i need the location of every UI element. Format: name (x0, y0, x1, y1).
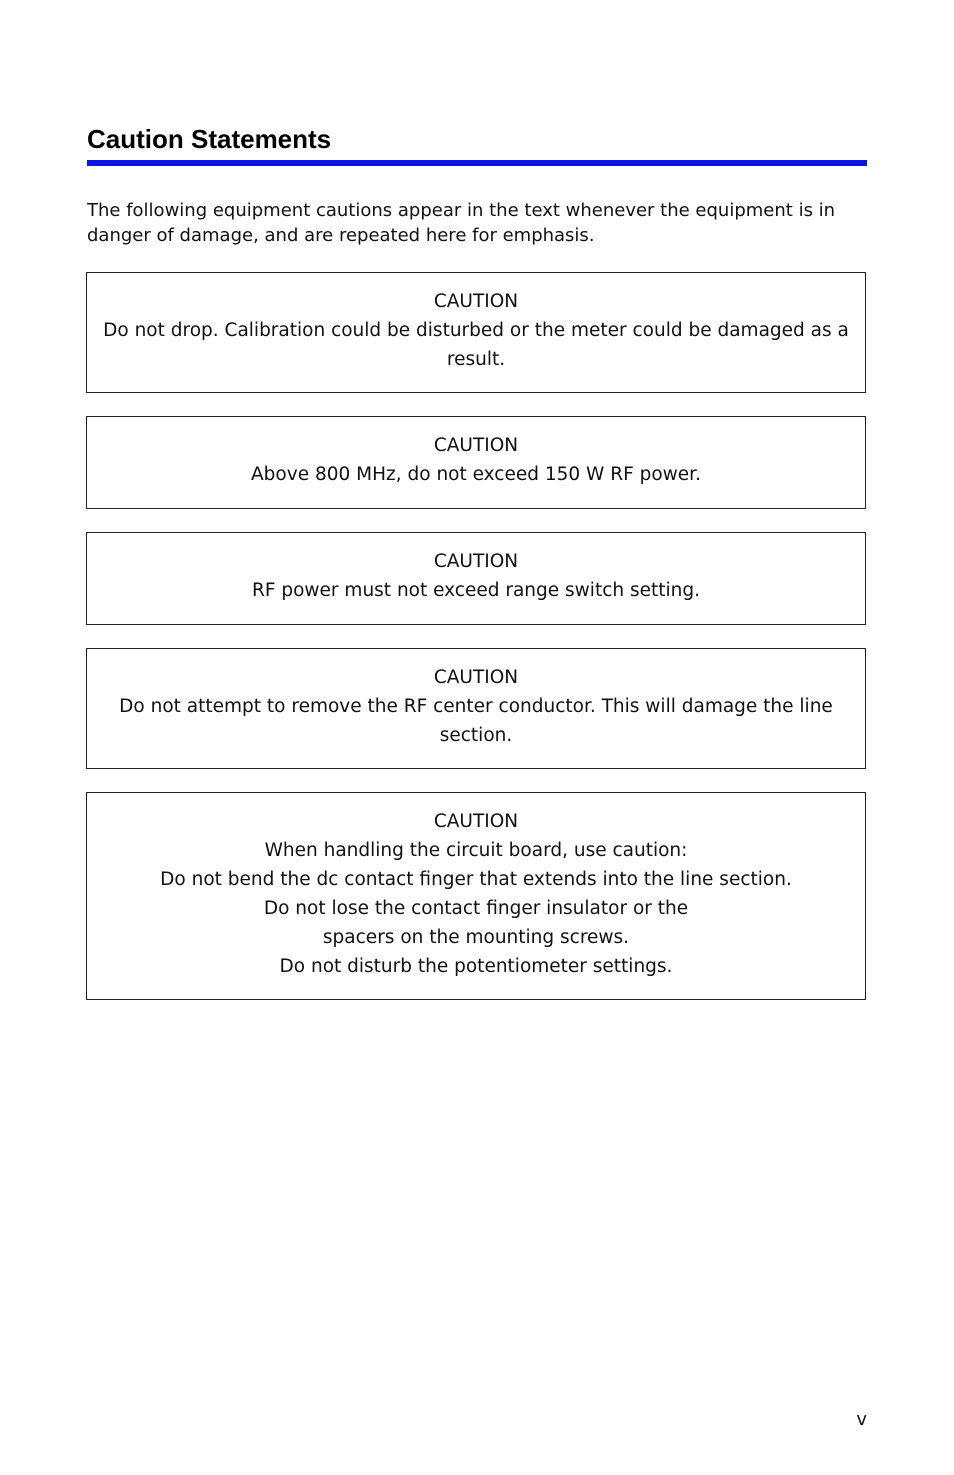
caution-text-line: Do not lose the contact finger insulator or the (263, 898, 689, 919)
caution-text: RF power must not exceed range switch setting. (251, 580, 700, 601)
page-number: v (856, 1409, 867, 1430)
caution-box-circuit-board (86, 792, 866, 1000)
intro-paragraph: The following equipment cautions appear in the text whenever the equipment is in danger of damage, and are repeated here for emphasis. (87, 200, 836, 246)
caution-box-range-switch (86, 532, 866, 625)
caution-text-line: spacers on the mounting screws. (322, 927, 630, 948)
caution-text-line: Do not disturb the potentiometer settings. (279, 956, 673, 977)
caution-title: CAUTION (433, 551, 519, 572)
caution-title: CAUTION (433, 667, 519, 688)
caution-title: CAUTION (433, 435, 519, 456)
heading-rule (87, 160, 867, 166)
caution-text: Do not drop. Calibration could be disturbed or the meter could be damaged as a result. (103, 320, 849, 370)
caution-box-center-conductor (86, 648, 866, 769)
caution-text: Do not attempt to remove the RF center conductor. This will damage the line section. (119, 696, 833, 746)
page-title: Caution Statements (87, 124, 332, 154)
caution-text-line: When handling the circuit board, use caution: (264, 840, 688, 861)
caution-title: CAUTION (433, 291, 519, 312)
caution-text-line: Do not bend the dc contact finger that extends into the line section. (160, 869, 792, 890)
caution-box-rf-power-limit (86, 416, 866, 509)
caution-box-drop (86, 272, 866, 393)
caution-title: CAUTION (433, 811, 519, 832)
caution-text: Above 800 MHz, do not exceed 150 W RF power. (251, 464, 701, 485)
